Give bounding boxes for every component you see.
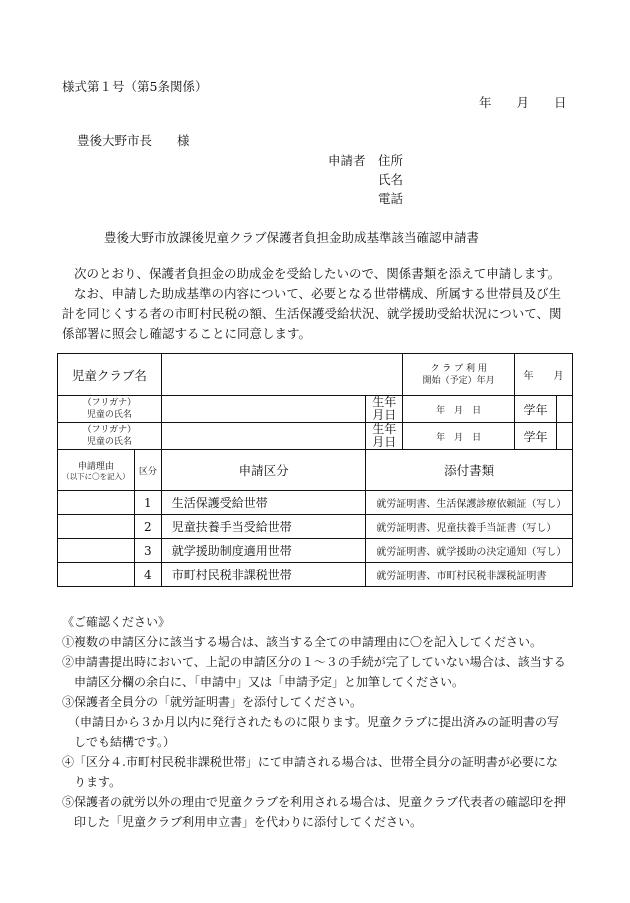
note-line: ④「区分４.市町村民税非課税世帯」にて申請される場合は、世帯全員分の証明書が必要にな — [62, 755, 558, 769]
reason-mark-field[interactable] — [58, 515, 135, 539]
body-line: なお、申請した助成基準の内容について、必要となる世帯構成、所属する世帯員及び生 — [74, 286, 562, 301]
body-line: 次のとおり、保護者負担金の助成金を受給したいので、関係書類を添えて申請します。 — [74, 266, 561, 281]
child-name-field[interactable] — [161, 423, 366, 450]
category-col-label: 区分 — [134, 450, 161, 491]
category-name: 生活保護受給世帯 — [161, 491, 366, 515]
reason-mark-field[interactable] — [58, 563, 135, 587]
reason-mark-field[interactable] — [58, 539, 135, 563]
applicant-label: 申請者 — [328, 153, 366, 168]
category-name: 児童扶養手当受給世帯 — [161, 515, 366, 539]
document-title: 豊後大野市放課後児童クラブ保護者負担金助成基準該当確認申請書 — [104, 230, 480, 245]
documents-required: 就労証明書、就学援助の決定通知（写し） — [366, 539, 573, 563]
category-name: 市町村民税非課税世帯 — [161, 563, 366, 587]
applicant-address-label: 住所 — [378, 153, 404, 168]
grade-label: 学年 — [515, 423, 557, 450]
date-line: 年 月 日 — [479, 95, 567, 110]
note-line: しでも結構です。） — [62, 735, 176, 749]
form-number: 様式第１号（第5条関係） — [62, 79, 208, 94]
category-number: 3 — [134, 539, 161, 563]
applicant-phone-label: 電話 — [378, 191, 404, 206]
category-number: 2 — [134, 515, 161, 539]
notes-heading: 《ご確認ください》 — [62, 615, 171, 629]
reason-mark-field[interactable] — [58, 491, 135, 515]
documents-required: 就労証明書、市町村民税非課税証明書 — [366, 563, 573, 587]
documents-required: 就労証明書、生活保護診療依頼証（写し） — [366, 491, 573, 515]
grade-field[interactable] — [557, 423, 573, 450]
documents-required: 就労証明書、児童扶養手当証書（写し） — [366, 515, 573, 539]
note-line: 印した「児童クラブ利用申立書」を代わりに添付してください。 — [62, 815, 423, 829]
grade-label: 学年 — [515, 396, 557, 423]
applicant-name-label: 氏名 — [378, 172, 404, 187]
note-line: ります。 — [62, 775, 122, 789]
birthdate-label: 生年 月日 — [366, 423, 403, 450]
grade-field[interactable] — [557, 396, 573, 423]
body-line: 計を同じくする者の市町村民税の額、生活保護受給状況、就学援助受給状況について、関 — [62, 306, 562, 321]
addressee: 豊後大野市長 様 — [77, 133, 190, 148]
category-header: 申請区分 — [161, 450, 366, 491]
category-number: 4 — [134, 563, 161, 587]
category-number: 1 — [134, 491, 161, 515]
reason-label: 申請理由 （以下に〇を記入） — [58, 450, 135, 491]
note-line: （申請日から３か月以内に発行されたものに限ります。児童クラブに提出済みの証明書の写 — [62, 715, 560, 729]
child-name-field[interactable] — [161, 396, 366, 423]
body-line: 係部署に照会し確認することに同意します。 — [62, 326, 312, 341]
documents-header: 添付書類 — [366, 450, 573, 491]
club-name-label: 児童クラブ名 — [58, 354, 162, 396]
birthdate-label: 生年 月日 — [366, 396, 403, 423]
application-table — [57, 353, 573, 587]
club-name-field[interactable] — [161, 354, 402, 396]
body-paragraph — [62, 264, 582, 344]
child-name-label: （フリガナ） 児童の氏名 — [58, 423, 162, 450]
notes-section — [62, 612, 566, 832]
note-line: ③保護者全員分の「就労証明書」を添付してください。 — [62, 695, 363, 709]
note-line: ⑤保護者の就労以外の理由で児童クラブを利用される場合は、児童クラブ代表者の確認印を押 — [62, 795, 567, 809]
note-line: ①複数の申請区分に該当する場合は、該当する全ての申請理由に〇を記入してください。 — [62, 635, 543, 649]
category-name: 就学援助制度適用世帯 — [161, 539, 366, 563]
note-line: ②申請書提出時において、上記の申請区分の１～３の手続が完了していない場合は、該当する — [62, 655, 566, 669]
club-start-label: ク ラ ブ 利 用 開始（予定）年月 — [403, 354, 515, 396]
birthdate-field[interactable]: 年 月 日 — [403, 396, 515, 423]
note-line: 申請区分欄の余白に、「申請中」又は「申請予定」と加筆してください。 — [62, 675, 465, 689]
child-name-label: （フリガナ） 児童の氏名 — [58, 396, 162, 423]
club-start-field[interactable]: 年 月 — [515, 354, 573, 396]
birthdate-field[interactable]: 年 月 日 — [403, 423, 515, 450]
